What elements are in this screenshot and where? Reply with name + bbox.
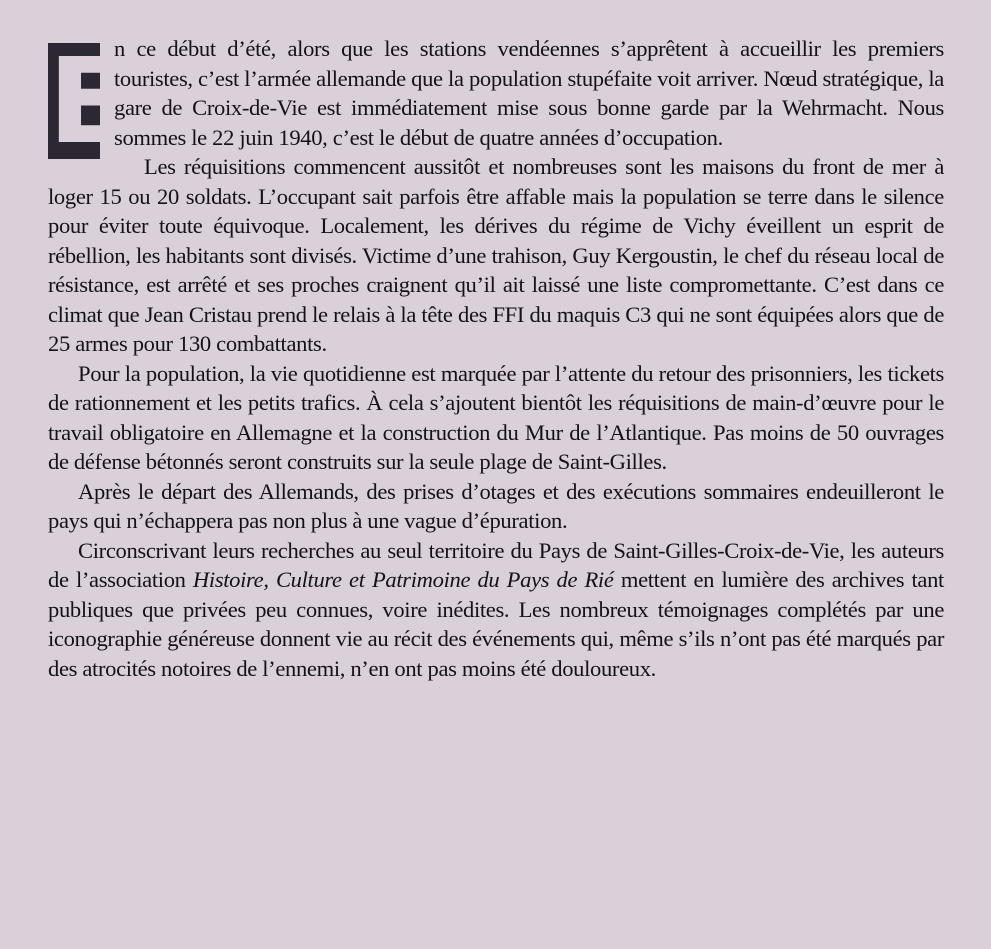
- paragraph-2: Les réquisitions commencent aussitôt et nombreuses sont les maisons du front de mer à loger 15 ou 20 soldats. L’occupant sait parfois être affable mais la population se terre dans le silence pour éviter toute équivoque. Localement, les dérives du régime de Vichy éveillent un esprit de rébellion, les habitants sont divisés. Victime d’une trahison, Guy Kergoustin, le chef du réseau local de résistance, est arrêté et ses proches craignent qu’il ait laissé une liste compromettante. C’est dans ce climat que Jean Cristau prend le relais à la tête des FFI du maquis C3 qui ne sont équipées alors que de 25 armes pour 130 combattants.: [48, 154, 944, 356]
- paragraph-5: [48, 536, 944, 684]
- association-name: Histoire, Culture et Patrimoine du Pays de Rié: [192, 567, 614, 592]
- paragraph-5-start: Circonscrivant leurs recherches au seul territoire du Pays de Saint-Gilles-Croix-de-Vie, les auteurs de l’association: [48, 537, 944, 592]
- paragraph-4: Après le départ des Allemands, des prises d’otages et des exécutions sommaires endeuilleront le pays qui n’échappera pas non plus à une vague d’épuration.: [48, 478, 944, 533]
- paragraph-5-end: mettent en lumière des archives tant publiques que privées peu connues, voire inédites. Les nombreux témoignages complétés par une iconographie généreuse donnent vie au récit des événements qui, même s’ils n’ont pas été marqués par des atrocités notoires de l’ennemi, n’en ont pas moins été douloureux.: [48, 567, 944, 681]
- paragraph-1: [48, 32, 944, 170]
- paragraph-3: Pour la population, la vie quotidienne est marquée par l’attente du retour des prisonniers, les tickets de rationnement et les petits trafics. À cela s’ajoutent bientôt les réquisitions de main-d’œuvre pour le travail obligatoire en Allemagne et la construction du Mur de l’Atlantique. Pas moins de 50 ouvrages de défense bétonnés seront construits sur la seule plage de Saint-Gilles.: [48, 360, 944, 474]
- text-block: [48, 34, 944, 683]
- paragraph-1-text: n ce début d’été, alors que les stations vendéennes s’apprêtent à accueillir les premiers touristes, c’est l’armée allemande que la population stupéfaite voit arriver. Nœud stratégique, la gare de Croix-de-Vie est immédiatement mise sous bonne garde par la Wehrmacht. Nous sommes le 22 juin 1940, c’est le début de quatre années d’occupation.: [114, 36, 944, 150]
- drop-cap: E: [48, 32, 129, 170]
